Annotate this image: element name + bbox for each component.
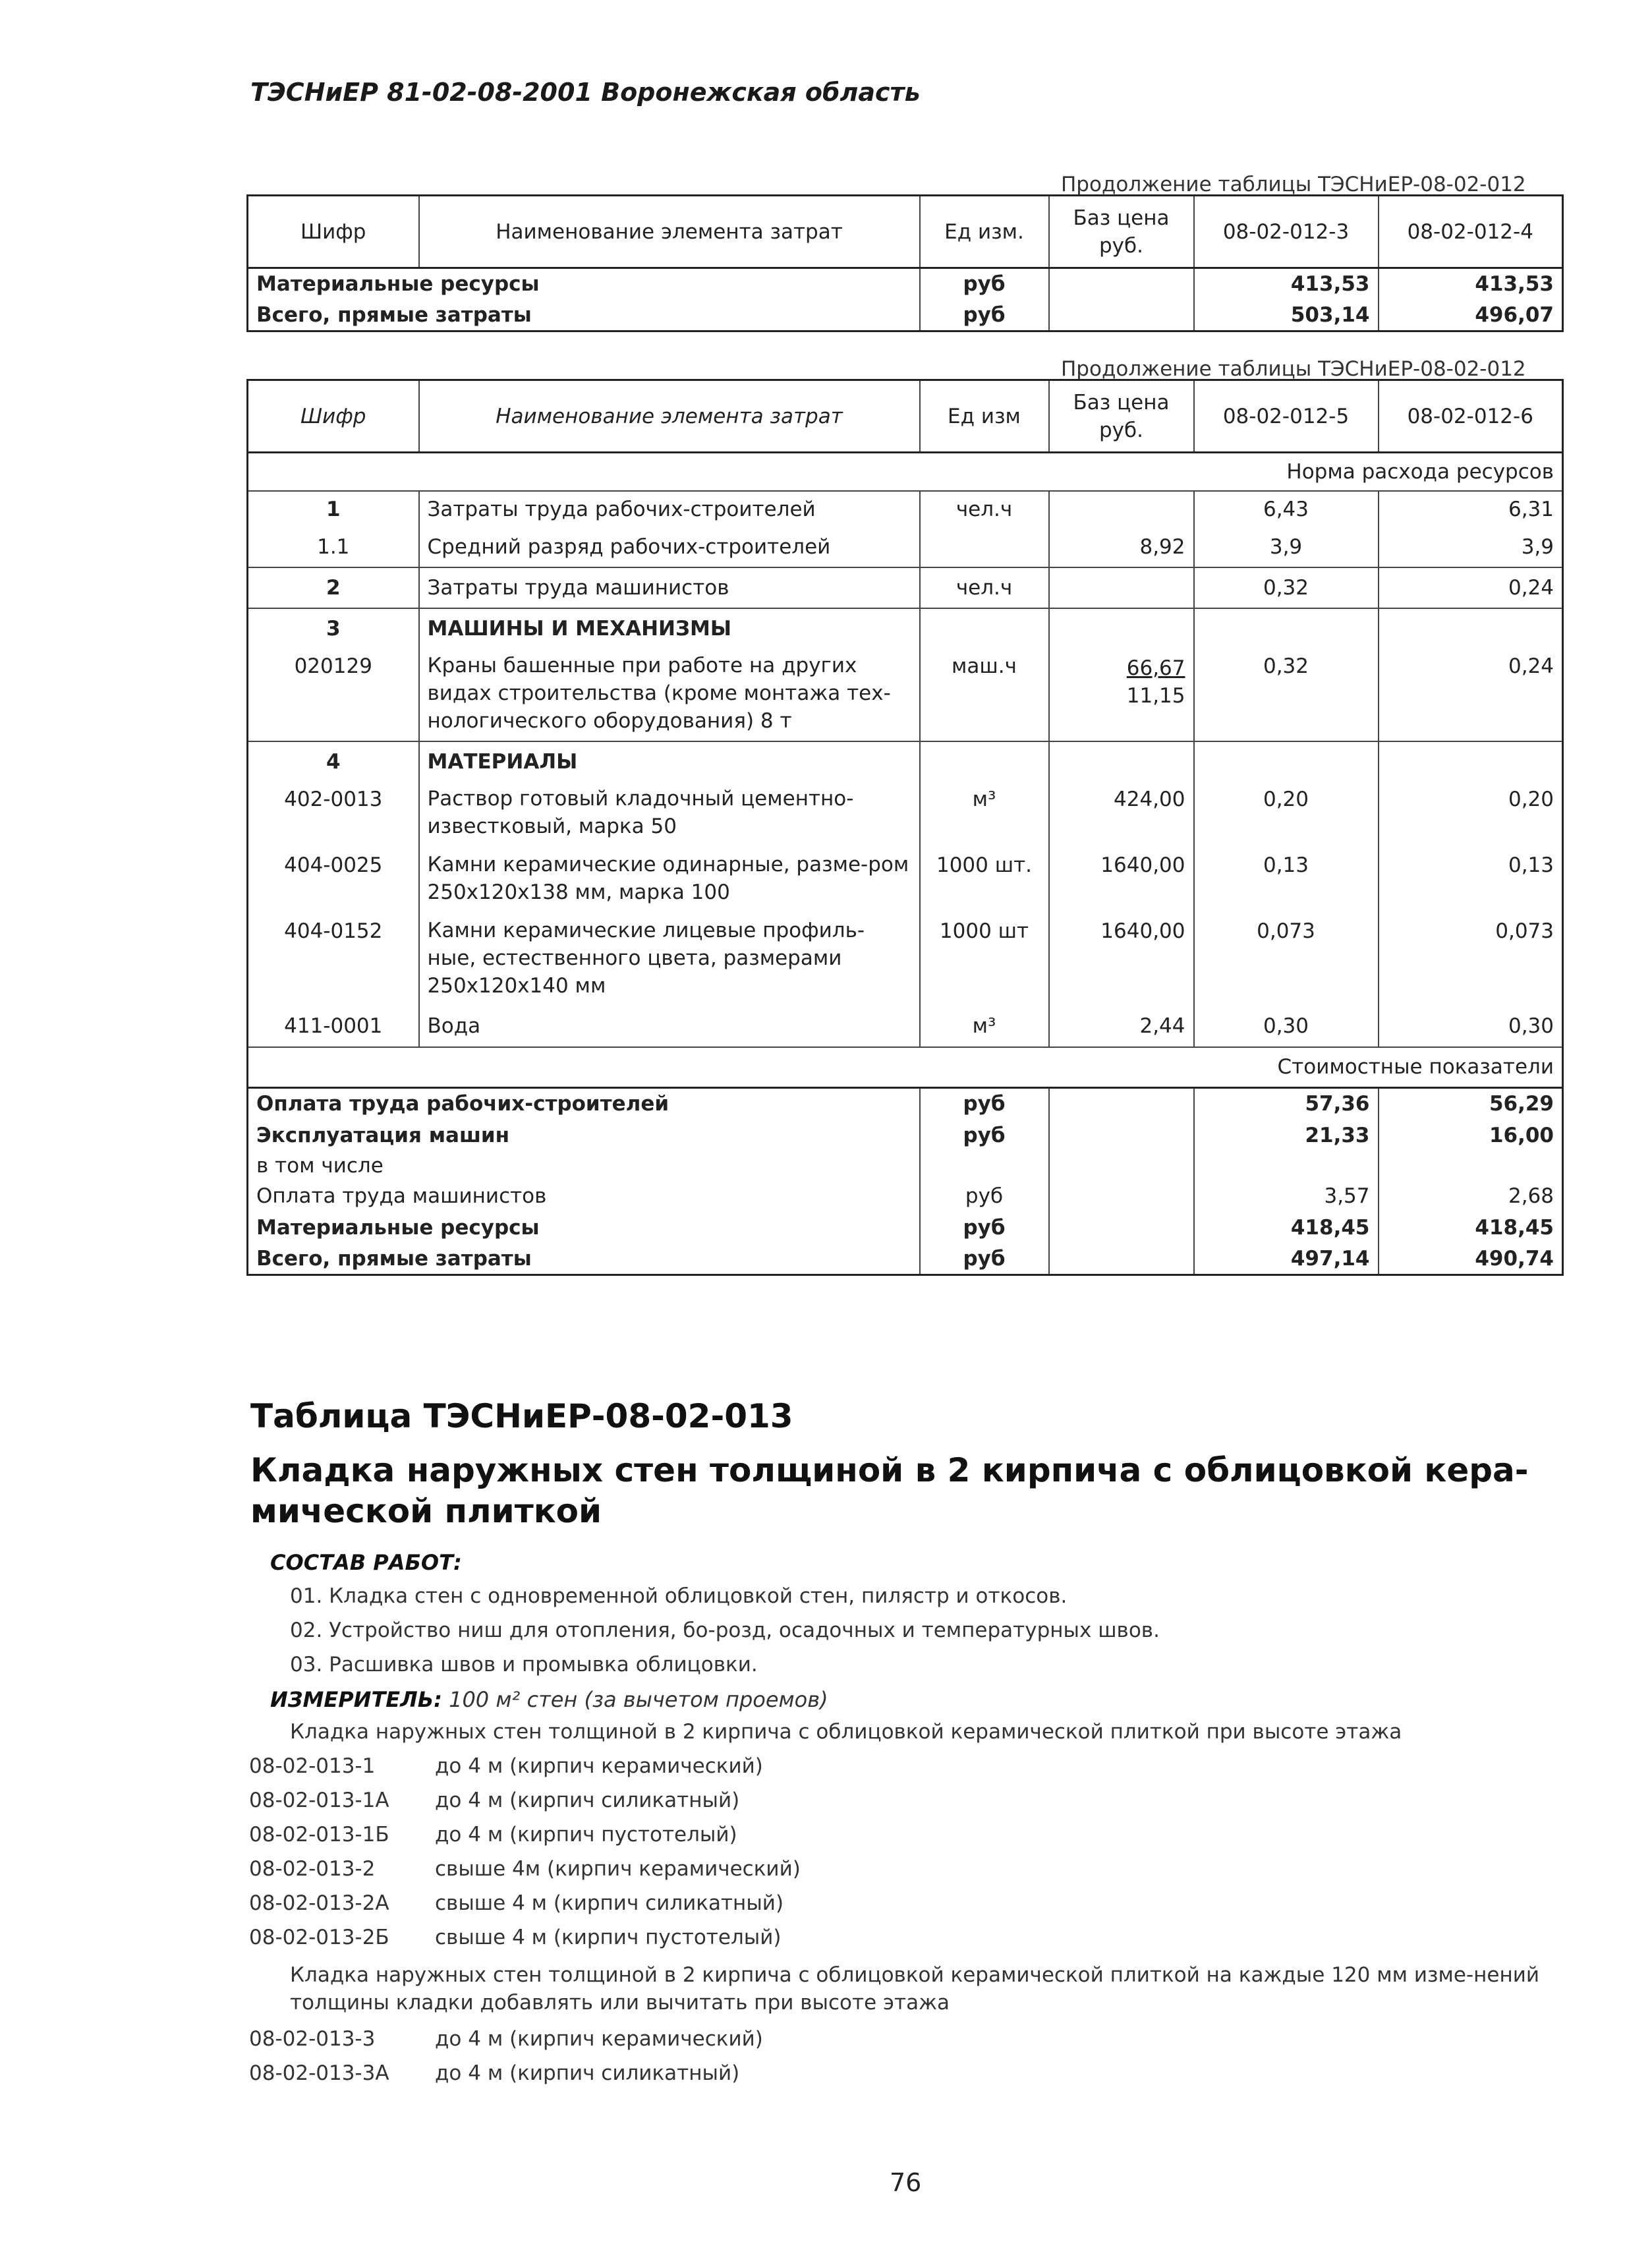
row-code: 411-0001	[284, 1014, 383, 1038]
row-price: 1640,00	[1049, 914, 1194, 1006]
row-unit: руб	[920, 268, 1049, 300]
cost-value-1: 3,57	[1194, 1180, 1379, 1212]
norm-code: 08-02-013-1	[249, 1754, 376, 1778]
row-unit	[920, 608, 1049, 649]
table1-header-col2: 08-02-012-4	[1379, 196, 1563, 268]
measure-line	[270, 1687, 828, 1712]
row-price-secondary: 11,15	[1126, 683, 1185, 708]
row-code: 404-0025	[284, 853, 383, 877]
table-row	[248, 491, 1563, 528]
table-row	[248, 741, 1563, 782]
norm-description: свыше 4м (кирпич керамический)	[435, 1857, 801, 1881]
table2-header-col1: 08-02-012-5	[1194, 380, 1379, 453]
row-name: Раствор готовый кладочный цементно-известковый, марка 50	[419, 782, 920, 848]
row-value-2: 0,24	[1379, 567, 1563, 608]
cost-value-2	[1379, 1151, 1563, 1180]
row-unit: маш.ч	[920, 649, 1049, 741]
row-value-1: 3,9	[1194, 528, 1379, 567]
row-value-2: 0,30	[1379, 1006, 1563, 1047]
cost-value-2: 2,68	[1379, 1180, 1563, 1212]
cost-value-2: 16,00	[1379, 1120, 1563, 1151]
table-row	[248, 567, 1563, 608]
table-row	[248, 1212, 1563, 1244]
row-unit: м³	[920, 782, 1049, 848]
row-value-2	[1379, 608, 1563, 649]
norm-description: до 4 м (кирпич пустотелый)	[435, 1823, 737, 1847]
norm-code: 08-02-013-3	[249, 2027, 376, 2051]
row-name: Затраты труда машинистов	[419, 567, 920, 608]
cost-unit: руб	[920, 1244, 1049, 1275]
row-value-2: 6,31	[1379, 491, 1563, 528]
table2	[246, 379, 1564, 1276]
table2-header-price: Баз цена руб.	[1049, 380, 1194, 453]
work-item: 01. Кладка стен с одновременной облицовкой стен, пилястр и откосов.	[290, 1584, 1068, 1608]
row-unit: чел.ч	[920, 491, 1049, 528]
table1-header-price: Баз цена руб.	[1049, 196, 1194, 268]
row-unit	[920, 528, 1049, 567]
table-row	[248, 1088, 1563, 1120]
row-value-2: 0,073	[1379, 914, 1563, 1006]
row-value-1: 0,30	[1194, 1006, 1379, 1047]
row-value-1: 503,14	[1194, 300, 1379, 331]
row-value-1: 0,073	[1194, 914, 1379, 1006]
cost-value-2: 56,29	[1379, 1088, 1563, 1120]
row-name: Материальные ресурсы	[248, 268, 920, 300]
table-title: Таблица ТЭСНиЕР-08-02-013	[250, 1397, 793, 1435]
table-row	[248, 914, 1563, 1006]
row-unit: 1000 шт	[920, 914, 1049, 1006]
norm-description: свыше 4 м (кирпич пустотелый)	[435, 1926, 782, 1949]
row-code: 4	[248, 741, 419, 782]
document-header: ТЭСНиЕР 81-02-08-2001 Воронежская область	[250, 78, 921, 107]
table2-header-col2: 08-02-012-6	[1379, 380, 1563, 453]
cost-value-1: 57,36	[1194, 1088, 1379, 1120]
row-name: Камни керамические лицевые профиль-ные, естественного цвета, размерами 250x120x140 мм	[419, 914, 920, 1006]
cost-value-1	[1194, 1151, 1379, 1180]
row-code: 3	[248, 608, 419, 649]
cost-value-1: 21,33	[1194, 1120, 1379, 1151]
norm-code: 08-02-013-3А	[249, 2061, 389, 2085]
row-value-1: 413,53	[1194, 268, 1379, 300]
row-value-2: 413,53	[1379, 268, 1563, 300]
cost-name: Оплата труда рабочих-строителей	[248, 1088, 920, 1120]
norm-code: 08-02-013-1Б	[249, 1823, 389, 1847]
table2-continuation: Продолжение таблицы ТЭСНиЕР-08-02-012	[1061, 357, 1526, 381]
cost-value-2: 490,74	[1379, 1244, 1563, 1275]
norm-code: 08-02-013-1А	[249, 1789, 389, 1812]
row-price: 66,67	[1126, 656, 1185, 680]
cost-name: Материальные ресурсы	[256, 1215, 540, 1240]
table1-header-unit: Ед изм.	[920, 196, 1049, 268]
work-item: 02. Устройство ниш для отопления, бо-розд, осадочных и температурных швов.	[290, 1619, 1160, 1642]
norm-code: 08-02-013-2А	[249, 1891, 389, 1915]
norm-code: 08-02-013-2Б	[249, 1926, 389, 1949]
cost-unit: руб	[920, 1180, 1049, 1212]
row-value-2: 0,24	[1379, 649, 1563, 741]
table-row	[248, 649, 1563, 741]
row-name: Камни керамические одинарные, разме-ром 250x120x138 мм, марка 100	[419, 848, 920, 914]
row-value-1	[1194, 608, 1379, 649]
intro-text: Кладка наружных стен толщиной в 2 кирпича с облицовкой керамической плиткой при высоте этажа	[290, 1720, 1402, 1744]
row-value-1: 0,32	[1194, 649, 1379, 741]
row-price	[1049, 567, 1194, 608]
row-unit: чел.ч	[920, 567, 1049, 608]
table-row	[248, 1006, 1563, 1047]
row-code: 2	[248, 567, 419, 608]
table-row	[248, 300, 1563, 331]
row-name: Краны башенные при работе на других видах строительства (кроме монтажа тех-нологического оборудования) 8 т	[419, 649, 920, 741]
cost-value-2: 418,45	[1379, 1212, 1563, 1244]
norm-description: до 4 м (кирпич керамический)	[435, 1754, 763, 1778]
cost-unit: руб	[920, 1088, 1049, 1120]
row-name: Всего, прямые затраты	[256, 302, 532, 327]
section-heading: Кладка наружных стен толщиной в 2 кирпича с облицовкой кера-мической плиткой	[250, 1451, 1529, 1530]
table-row	[248, 782, 1563, 848]
row-price: 2,44	[1049, 1006, 1194, 1047]
page-number: 76	[890, 2168, 922, 2197]
table1	[246, 194, 1564, 332]
row-price	[1049, 491, 1194, 528]
row-name: Средний разряд рабочих-строителей	[419, 528, 920, 567]
row-price: 1640,00	[1049, 848, 1194, 914]
row-price: 8,92	[1049, 528, 1194, 567]
cost-unit: руб	[920, 1212, 1049, 1244]
row-code: 1	[248, 491, 419, 528]
row-value-1: 6,43	[1194, 491, 1379, 528]
cost-value-1: 497,14	[1194, 1244, 1379, 1275]
row-value-2: 0,20	[1379, 782, 1563, 848]
measure-label: ИЗМЕРИТЕЛЬ:	[270, 1687, 442, 1712]
row-price: 424,00	[1049, 782, 1194, 848]
row-price	[1049, 741, 1194, 782]
row-name: МАТЕРИАЛЫ	[419, 741, 920, 782]
cost-name: в том числе	[256, 1153, 384, 1178]
cost-value-1: 418,45	[1194, 1212, 1379, 1244]
row-price	[1049, 608, 1194, 649]
row-value-1: 0,13	[1194, 848, 1379, 914]
table-row	[248, 528, 1563, 567]
row-code: 404-0152	[284, 919, 383, 943]
norm-description: до 4 м (кирпич силикатный)	[435, 1789, 740, 1812]
row-code: 1.1	[317, 535, 350, 559]
cost-label: Стоимостные показатели	[1194, 1047, 1563, 1088]
table-row	[248, 1120, 1563, 1151]
row-unit: 1000 шт.	[920, 848, 1049, 914]
row-value-2: 496,07	[1379, 300, 1563, 331]
table1-header-col1: 08-02-012-3	[1194, 196, 1379, 268]
intro-text: Кладка наружных стен толщиной в 2 кирпича с облицовкой керамической плиткой на каждые 120 мм изме-нений толщины кладки добавлять или вычитать при высоте этажа	[290, 1963, 1540, 2015]
row-name: МАШИНЫ И МЕХАНИЗМЫ	[419, 608, 920, 649]
table2-header-unit: Ед изм	[920, 380, 1049, 453]
table1-header-code: Шифр	[300, 219, 366, 244]
table-row	[248, 1151, 1563, 1180]
table2-header-code: Шифр	[300, 404, 366, 428]
table-row	[248, 1180, 1563, 1212]
norm-description: свыше 4 м (кирпич силикатный)	[435, 1891, 784, 1915]
table-row	[248, 1244, 1563, 1275]
cost-unit	[920, 1151, 1049, 1180]
row-value-1	[1194, 741, 1379, 782]
norm-description: до 4 м (кирпич силикатный)	[435, 2061, 740, 2085]
norm-description: до 4 м (кирпич керамический)	[435, 2027, 763, 2051]
table-row	[248, 608, 1563, 649]
work-item: 03. Расшивка швов и промывка облицовки.	[290, 1653, 758, 1677]
work-composition-label: СОСТАВ РАБОТ:	[270, 1550, 462, 1575]
row-value-2: 0,13	[1379, 848, 1563, 914]
row-unit: м³	[920, 1006, 1049, 1047]
row-value-2: 3,9	[1379, 528, 1563, 567]
row-value-2	[1379, 741, 1563, 782]
table-row	[248, 268, 1563, 300]
row-code: 402-0013	[284, 787, 383, 811]
table1-continuation: Продолжение таблицы ТЭСНиЕР-08-02-012	[1061, 173, 1526, 196]
table-row	[248, 848, 1563, 914]
row-unit: руб	[920, 300, 1049, 331]
table2-header-name: Наименование элемента затрат	[419, 380, 920, 453]
row-code: 020129	[294, 654, 372, 678]
row-unit	[920, 741, 1049, 782]
row-name: Затраты труда рабочих-строителей	[419, 491, 920, 528]
cost-name: Всего, прямые затраты	[256, 1246, 532, 1271]
norm-code: 08-02-013-2	[249, 1857, 376, 1881]
table1-header-name: Наименование элемента затрат	[419, 196, 920, 268]
cost-name: Оплата труда машинистов	[256, 1184, 547, 1208]
cost-unit: руб	[920, 1120, 1049, 1151]
norm-label: Норма расхода ресурсов	[1194, 453, 1563, 491]
cost-name: Эксплуатация машин	[256, 1123, 510, 1147]
row-name: Вода	[419, 1006, 920, 1047]
measure-text: 100 м² стен (за вычетом проемов)	[449, 1687, 828, 1712]
row-value-1: 0,32	[1194, 567, 1379, 608]
row-value-1: 0,20	[1194, 782, 1379, 848]
